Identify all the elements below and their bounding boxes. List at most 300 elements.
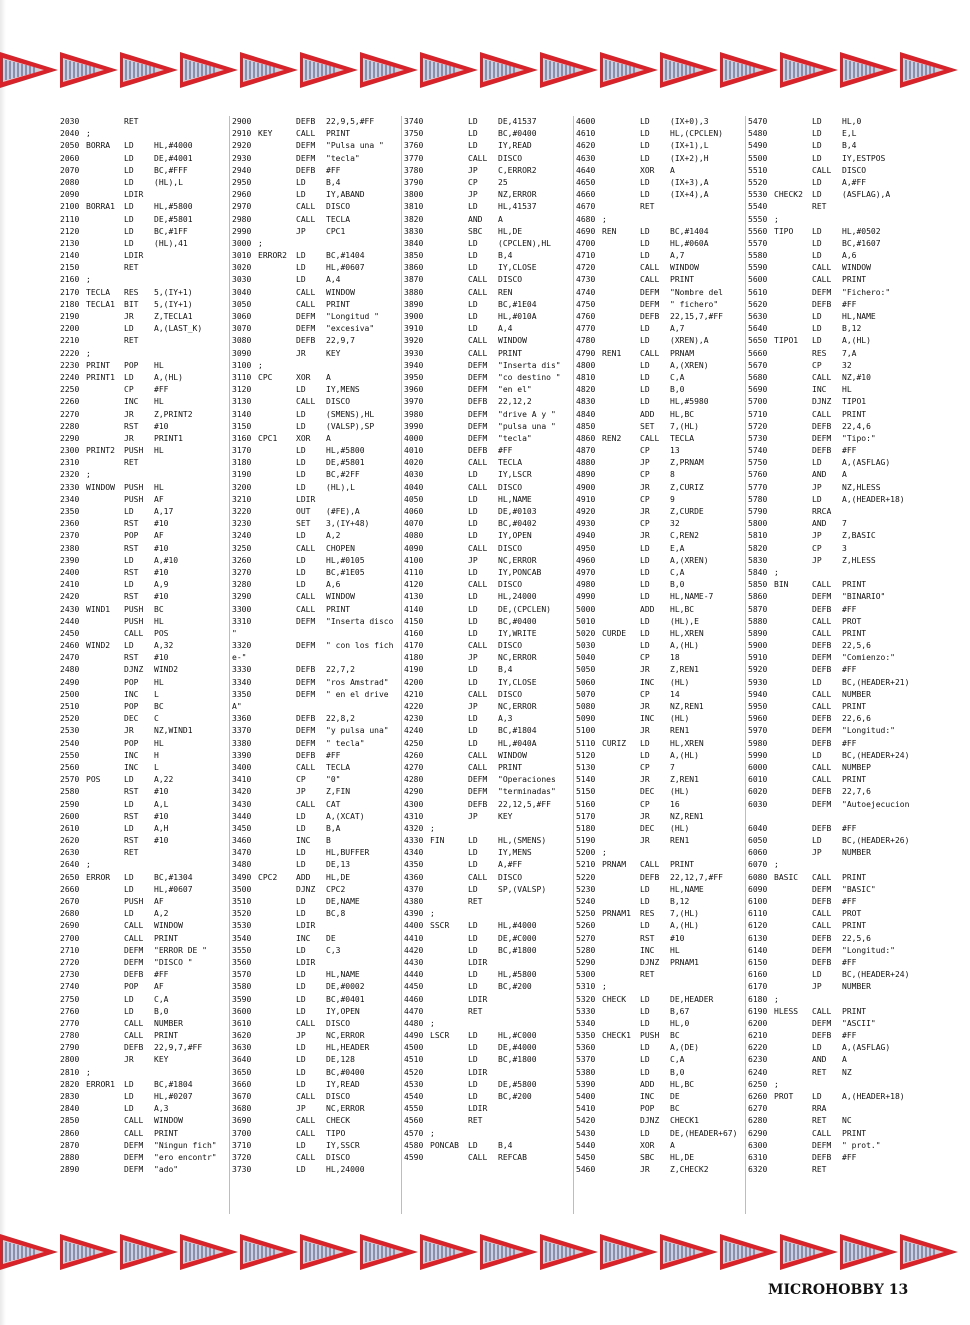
operand: NC,ERROR — [326, 1104, 365, 1114]
code-line — [576, 701, 744, 713]
operand: WINDOW — [842, 263, 871, 273]
operand: 22,5,6 — [842, 641, 871, 651]
mnemonic: DEFB — [468, 446, 488, 456]
line-number: 5380 — [576, 1067, 596, 1077]
operand: 3 — [842, 543, 847, 553]
line-number: 4150 — [404, 616, 424, 626]
line-number: 2910 — [232, 129, 252, 139]
mnemonic: CALL — [468, 348, 488, 358]
line-number: 3320 — [232, 641, 252, 651]
mnemonic: SBC — [640, 1152, 655, 1162]
operand: B,0 — [670, 1067, 685, 1077]
pennant-flag-icon — [780, 50, 838, 90]
operand: Z,HLESS — [842, 555, 876, 565]
line-number: 2670 — [60, 897, 80, 906]
line-number: 3350 — [232, 689, 252, 699]
operand: "ros Amstrad" — [326, 677, 389, 687]
code-line — [404, 725, 572, 737]
line-number: 5930 — [748, 677, 768, 687]
line-number: 3290 — [232, 592, 252, 602]
line-number: 2810 — [60, 1067, 80, 1077]
code-line — [232, 957, 400, 969]
line-number: 4070 — [404, 519, 424, 529]
pennant-flag-icon — [0, 1232, 58, 1272]
mnemonic: AND — [468, 214, 483, 224]
code-line — [404, 616, 572, 628]
mnemonic: DEFM — [124, 1152, 144, 1162]
code-line — [576, 847, 744, 859]
mnemonic: LD — [640, 567, 650, 577]
operand: B,4 — [498, 665, 513, 675]
code-line — [232, 847, 400, 859]
line-number: 5810 — [748, 531, 768, 541]
code-line — [576, 372, 744, 384]
code-line — [404, 250, 572, 262]
mnemonic: LD — [640, 543, 650, 553]
line-number: 2980 — [232, 214, 252, 224]
code-line — [404, 165, 572, 177]
line-number: 5580 — [748, 251, 768, 261]
code-line — [404, 664, 572, 676]
code-line — [576, 274, 744, 286]
label: ERROR2 — [258, 251, 287, 261]
code-line — [60, 262, 228, 274]
mnemonic: LD — [468, 117, 478, 126]
line-number: 5740 — [748, 446, 768, 456]
operand: HL — [842, 385, 852, 395]
line-number: 3180 — [232, 458, 252, 468]
mnemonic: CALL — [296, 299, 316, 309]
label: ; — [774, 214, 779, 224]
line-number: 5170 — [576, 811, 596, 821]
line-number: 2170 — [60, 287, 80, 297]
mnemonic: LDIR — [468, 1104, 488, 1114]
mnemonic: LD — [124, 141, 134, 151]
line-number: 2750 — [60, 994, 80, 1004]
operand: Z,CURIZ — [670, 482, 704, 492]
operand: A,#FF — [842, 177, 867, 187]
mnemonic: DEFM — [296, 726, 316, 736]
label: ; — [602, 982, 607, 992]
code-line — [576, 226, 744, 238]
line-number: 2970 — [232, 202, 252, 212]
code-line — [232, 664, 400, 676]
line-number: 2740 — [60, 982, 80, 992]
mnemonic: JR — [640, 775, 650, 785]
code-line — [576, 1030, 744, 1042]
mnemonic: CP — [468, 177, 478, 187]
mnemonic: LD — [296, 177, 306, 187]
code-line — [232, 872, 400, 884]
code-line — [232, 274, 400, 286]
mnemonic: CALL — [468, 580, 488, 590]
operand: DE,#5801 — [154, 214, 193, 224]
line-number: 6130 — [748, 933, 768, 943]
operand: HL,XREN — [670, 738, 704, 748]
operand: REN1 — [670, 836, 690, 846]
mnemonic: JR — [124, 433, 134, 443]
line-number: 4480 — [404, 1018, 424, 1028]
line-number: 2120 — [60, 226, 80, 236]
mnemonic: DEFM — [468, 409, 488, 419]
line-number: 2030 — [60, 117, 80, 126]
operand: A,4 — [326, 275, 341, 285]
code-line — [748, 616, 916, 628]
code-line — [748, 1042, 916, 1054]
line-number: 4470 — [404, 1006, 424, 1016]
pennant-flag-icon — [60, 50, 118, 90]
pennant-flag-icon — [240, 1232, 298, 1272]
mnemonic: LD — [640, 385, 650, 395]
mnemonic: DEFB — [812, 714, 832, 724]
line-number: 6000 — [748, 762, 768, 772]
mnemonic: CALL — [812, 921, 832, 931]
line-number: 5470 — [748, 117, 768, 126]
line-number: 5760 — [748, 470, 768, 480]
line-number: 2400 — [60, 567, 80, 577]
mnemonic: JP — [296, 787, 306, 797]
mnemonic: LD — [640, 628, 650, 638]
mnemonic: CALL — [812, 275, 832, 285]
code-line — [748, 579, 916, 591]
mnemonic: DEFB — [468, 397, 488, 407]
code-line — [404, 494, 572, 506]
line-number: 3900 — [404, 312, 424, 321]
code-line — [576, 1079, 744, 1091]
line-number: 5090 — [576, 714, 596, 724]
line-number: 2990 — [232, 226, 252, 236]
label: REN2 — [602, 433, 622, 443]
code-line — [232, 1079, 400, 1091]
code-line — [232, 1030, 400, 1042]
code-line — [576, 457, 744, 469]
operand: HL — [154, 482, 164, 492]
line-number: 4660 — [576, 190, 596, 200]
operand: DE,#4001 — [154, 153, 193, 163]
line-number: 5490 — [748, 141, 768, 151]
operand: BC,#0401 — [326, 994, 365, 1004]
mnemonic: JP — [296, 1031, 306, 1041]
pennant-flag-icon — [540, 1232, 598, 1272]
operand: 32 — [842, 360, 852, 370]
code-line — [404, 396, 572, 408]
line-number: 4220 — [404, 702, 424, 711]
mnemonic: RET — [124, 117, 139, 126]
line-number: 2270 — [60, 409, 80, 419]
line-number: 5210 — [576, 860, 596, 870]
operand: CHOPEN — [326, 543, 355, 553]
code-line — [60, 738, 228, 750]
line-number: 3520 — [232, 909, 252, 919]
operand: BC,#0402 — [498, 519, 537, 529]
code-line — [576, 384, 744, 396]
code-line — [60, 933, 228, 945]
line-number: 5700 — [748, 397, 768, 407]
code-line — [404, 214, 572, 226]
code-line — [60, 506, 228, 518]
operand: WINDOW — [670, 263, 699, 273]
line-number: 4180 — [404, 653, 424, 663]
mnemonic: LD — [812, 1092, 822, 1101]
line-number: 5510 — [748, 165, 768, 175]
line-number: 2370 — [60, 531, 80, 541]
code-line — [60, 396, 228, 408]
operand: Z,PRNAM — [670, 458, 704, 468]
line-number: 3590 — [232, 994, 252, 1004]
mnemonic: LD — [124, 580, 134, 590]
line-number: 5870 — [748, 604, 768, 614]
mnemonic: BIT — [124, 299, 139, 309]
code-line — [404, 140, 572, 152]
line-number: 4750 — [576, 299, 596, 309]
mnemonic: LD — [296, 897, 306, 906]
operand: HL,DE — [326, 872, 351, 882]
mnemonic: INC — [124, 762, 139, 772]
mnemonic: LDIR — [124, 190, 144, 200]
operand: BC,#1FF — [154, 226, 188, 236]
mnemonic: RRA — [812, 1104, 827, 1114]
code-line — [60, 250, 228, 262]
operand: A,17 — [154, 507, 174, 516]
mnemonic: INC — [640, 714, 655, 724]
code-line — [748, 250, 916, 262]
operand: HL,#5800 — [498, 970, 537, 980]
code-line — [60, 872, 228, 884]
top-pennant-banner — [0, 50, 970, 90]
line-number: 4920 — [576, 507, 596, 516]
mnemonic: INC — [124, 397, 139, 407]
line-number: 2330 — [60, 482, 80, 492]
mnemonic: LD — [812, 153, 822, 163]
code-line — [232, 457, 400, 469]
operand: "ado" — [154, 1165, 179, 1175]
operand: HL,BC — [670, 409, 695, 419]
code-line — [576, 323, 744, 335]
code-line — [576, 1115, 744, 1127]
operand: IY,OPEN — [498, 531, 532, 541]
mnemonic: LD — [296, 1165, 306, 1175]
mnemonic: LD — [124, 165, 134, 175]
mnemonic: LD — [812, 117, 822, 126]
line-number: 4880 — [576, 458, 596, 468]
operand: BC,(HEADER+24) — [842, 750, 910, 760]
mnemonic: CP — [640, 689, 650, 699]
operand: B,67 — [670, 1006, 690, 1016]
line-number: 2500 — [60, 689, 80, 699]
code-line — [576, 250, 744, 262]
operand: "excesiva" — [326, 324, 375, 334]
operand: DISCO — [498, 275, 523, 285]
operand: "Ningun fich" — [154, 1140, 217, 1150]
code-line — [404, 262, 572, 274]
mnemonic: DEC — [124, 714, 139, 724]
code-line — [576, 189, 744, 201]
operand: B,12 — [842, 324, 862, 334]
code-line — [576, 311, 744, 323]
code-line — [576, 494, 744, 506]
line-number: 5290 — [576, 957, 596, 967]
mnemonic: DJNZ — [640, 1116, 660, 1126]
line-number: 3670 — [232, 1092, 252, 1101]
code-line — [404, 189, 572, 201]
line-number: 5890 — [748, 628, 768, 638]
code-line — [404, 1030, 572, 1042]
line-number: 5910 — [748, 653, 768, 663]
operand: HL,#0207 — [154, 1092, 193, 1101]
code-line — [748, 738, 916, 750]
mnemonic: CALL — [812, 263, 832, 273]
mnemonic: LD — [296, 275, 306, 285]
operand: REN1 — [670, 726, 690, 736]
mnemonic: LD — [124, 1104, 134, 1114]
mnemonic: DEFB — [296, 165, 316, 175]
mnemonic: JP — [812, 555, 822, 565]
line-number: 5880 — [748, 616, 768, 626]
operand: BC,#0400 — [326, 1067, 365, 1077]
code-line — [404, 177, 572, 189]
code-line — [748, 445, 916, 457]
line-number: 5520 — [748, 177, 768, 187]
operand: REN — [498, 287, 513, 297]
operand: HL,(SMENS) — [498, 836, 547, 846]
mnemonic: LD — [124, 1079, 134, 1089]
operand: A,(HEADER+18) — [842, 494, 905, 504]
mnemonic: CALL — [812, 689, 832, 699]
line-number: 5660 — [748, 348, 768, 358]
label: ; — [86, 275, 91, 285]
operand: TECLA — [326, 762, 351, 772]
pennant-flag-icon — [780, 1232, 838, 1272]
operand: HL,BUFFER — [326, 848, 370, 858]
code-line — [576, 530, 744, 542]
mnemonic: RST — [124, 567, 139, 577]
mnemonic: PUSH — [124, 604, 144, 614]
operand: HL,24000 — [498, 592, 537, 602]
mnemonic: LD — [124, 177, 134, 187]
line-number: 2380 — [60, 543, 80, 553]
code-line — [232, 543, 400, 555]
line-number: 2180 — [60, 299, 80, 309]
line-number: 4200 — [404, 677, 424, 687]
line-number: 5610 — [748, 287, 768, 297]
code-line — [60, 1128, 228, 1140]
line-number: 5420 — [576, 1116, 596, 1126]
code-line — [748, 116, 916, 128]
mnemonic: CALL — [468, 762, 488, 772]
code-line — [404, 457, 572, 469]
line-number: 2900 — [232, 117, 252, 126]
code-line — [748, 981, 916, 993]
code-line — [232, 335, 400, 347]
operand: B,0 — [670, 580, 685, 590]
code-line — [232, 177, 400, 189]
line-number: A" — [232, 702, 242, 711]
pennant-flag-icon — [900, 50, 958, 90]
mnemonic: CALL — [640, 860, 660, 870]
code-line — [232, 835, 400, 847]
line-number: 4160 — [404, 628, 424, 638]
mnemonic: CALL — [296, 202, 316, 212]
line-number: 4540 — [404, 1092, 424, 1101]
mnemonic: CALL — [468, 641, 488, 651]
mnemonic: LD — [640, 921, 650, 931]
line-number: 2300 — [60, 446, 80, 456]
line-number: 5120 — [576, 750, 596, 760]
operand: PRINT — [670, 275, 695, 285]
operand: BC,#1304 — [154, 872, 193, 882]
operand: HL,#4000 — [154, 141, 193, 151]
mnemonic: LDIR — [296, 957, 316, 967]
operand: HL,#0607 — [326, 263, 365, 273]
code-line — [232, 530, 400, 542]
operand: BC,#200 — [498, 982, 532, 992]
operand: #10 — [154, 421, 169, 431]
code-line — [60, 323, 228, 335]
mnemonic: CP — [812, 543, 822, 553]
operand: IY,READ — [498, 141, 532, 151]
code-line — [404, 933, 572, 945]
operand: NUMBEP — [842, 762, 871, 772]
operand: DE,41537 — [498, 117, 537, 126]
code-line — [60, 1018, 228, 1030]
code-line — [60, 969, 228, 981]
mnemonic: LD — [296, 446, 306, 456]
mnemonic: RET — [124, 458, 139, 468]
code-line — [60, 774, 228, 786]
line-number: 5970 — [748, 726, 768, 736]
code-line — [232, 1128, 400, 1140]
code-line — [232, 140, 400, 152]
operand: E,A — [670, 543, 685, 553]
label: ; — [774, 567, 779, 577]
mnemonic: RET — [812, 202, 827, 212]
code-line — [404, 311, 572, 323]
operand: Z,REN1 — [670, 665, 699, 675]
code-line — [576, 543, 744, 555]
code-line — [404, 738, 572, 750]
code-line — [232, 299, 400, 311]
mnemonic: CALL — [812, 775, 832, 785]
code-line — [404, 1079, 572, 1091]
code-line — [404, 555, 572, 567]
pennant-flag-icon — [480, 1232, 538, 1272]
line-number: 4820 — [576, 385, 596, 395]
code-line — [576, 262, 744, 274]
mnemonic: CALL — [640, 275, 660, 285]
line-number: 3850 — [404, 251, 424, 261]
code-line — [404, 945, 572, 957]
operand: PRINT — [842, 872, 867, 882]
code-line — [60, 335, 228, 347]
mnemonic: DEFM — [812, 1140, 832, 1150]
line-number: 2720 — [60, 957, 80, 967]
code-line — [748, 1140, 916, 1152]
operand: " tecla" — [326, 738, 365, 748]
line-number: 5680 — [748, 372, 768, 382]
code-line — [404, 786, 572, 798]
code-line — [404, 384, 572, 396]
mnemonic: LDIR — [468, 994, 488, 1004]
code-line — [404, 1018, 572, 1030]
operand: "pulsa una " — [498, 421, 556, 431]
operand: "y pulsa una" — [326, 726, 389, 736]
line-number: 3390 — [232, 750, 252, 760]
code-line — [748, 226, 916, 238]
line-number: 4930 — [576, 519, 596, 529]
mnemonic: CALL — [812, 409, 832, 419]
mnemonic: CALL — [296, 1092, 316, 1101]
mnemonic: DEFB — [296, 336, 316, 346]
